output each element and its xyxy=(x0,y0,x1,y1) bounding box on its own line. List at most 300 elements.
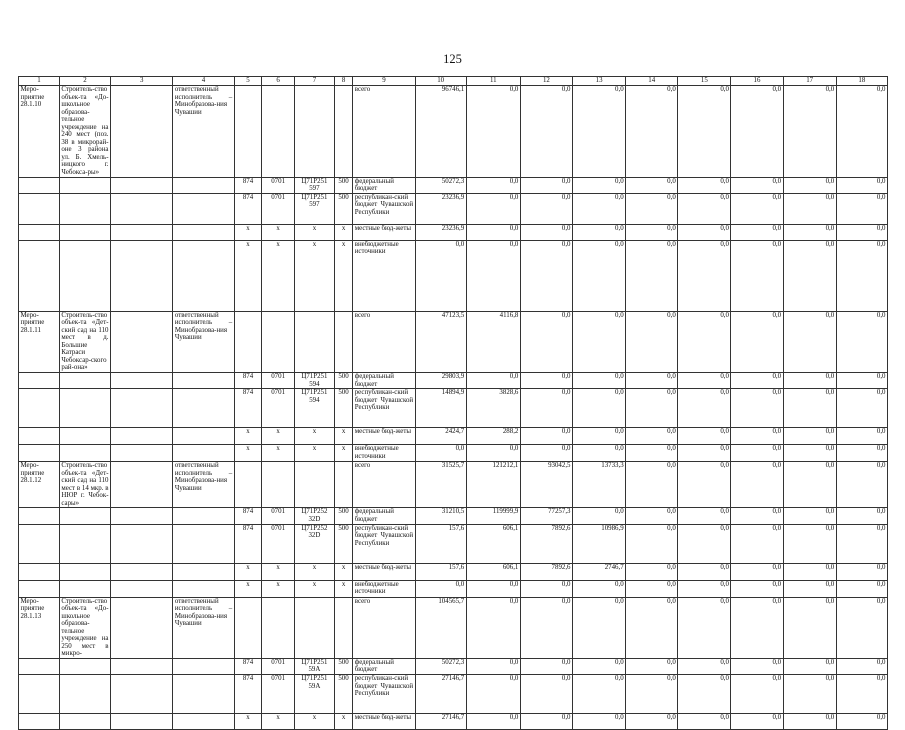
value-cell: 0,0 xyxy=(520,373,572,389)
value-cell: 0,0 xyxy=(573,674,626,713)
value-cell: 157,6 xyxy=(415,524,466,563)
value-cell: 0,0 xyxy=(626,462,678,508)
value-cell: 4116,8 xyxy=(466,311,520,372)
value-cell: 0,0 xyxy=(678,86,731,178)
table-row xyxy=(19,86,888,178)
grbs-code-cell: х xyxy=(234,224,262,240)
value-cell: 0,0 xyxy=(783,445,836,462)
executor-cell xyxy=(173,713,234,729)
value-cell: 0,0 xyxy=(836,580,887,597)
value-cell: 0,0 xyxy=(626,193,678,224)
table-row xyxy=(19,373,888,389)
expense-type-cell: 500 xyxy=(334,193,352,224)
value-cell: 0,0 xyxy=(466,674,520,713)
target-article-cell: х xyxy=(294,224,334,240)
empty-cell xyxy=(111,193,173,224)
event-name-cell xyxy=(19,428,60,445)
value-cell: 7892,6 xyxy=(520,563,572,580)
event-name-cell xyxy=(19,240,60,311)
value-cell: 0,0 xyxy=(520,240,572,311)
value-cell: 0,0 xyxy=(731,193,783,224)
value-cell: 0,0 xyxy=(836,658,887,674)
grbs-code-cell: 874 xyxy=(234,508,262,524)
value-cell: 0,0 xyxy=(520,224,572,240)
funding-source-cell: внебюджетные источники xyxy=(353,580,415,597)
value-cell: 0,0 xyxy=(626,563,678,580)
funding-source-cell: республикан-ский бюджет Чувашской Республики xyxy=(353,193,415,224)
column-header: 3 xyxy=(111,77,173,86)
empty-cell xyxy=(111,311,173,372)
object-name-cell xyxy=(59,389,110,428)
table-row xyxy=(19,389,888,428)
value-cell: 7892,6 xyxy=(520,524,572,563)
value-cell: 157,6 xyxy=(415,563,466,580)
grbs-code-cell xyxy=(234,86,262,178)
value-cell: 0,0 xyxy=(836,563,887,580)
value-cell: 0,0 xyxy=(626,597,678,658)
value-cell: 0,0 xyxy=(783,177,836,193)
value-cell: 0,0 xyxy=(573,445,626,462)
event-name-cell xyxy=(19,373,60,389)
grbs-code-cell: х xyxy=(234,445,262,462)
object-name-cell: Строитель-ство объек-та «Дет-ский сад на 110 мест в д. Большие Катраси Чебоксар-ского рай-она» xyxy=(61,311,109,372)
value-cell: 0,0 xyxy=(466,373,520,389)
section-code-cell: х xyxy=(262,713,295,729)
value-cell: 0,0 xyxy=(731,311,783,372)
value-cell: 0,0 xyxy=(836,240,887,311)
section-code-cell: 0701 xyxy=(262,508,295,524)
value-cell: 0,0 xyxy=(626,445,678,462)
object-name-cell xyxy=(59,674,110,713)
value-cell: 0,0 xyxy=(415,240,466,311)
value-cell: 0,0 xyxy=(573,311,626,372)
executor-cell xyxy=(173,373,234,389)
executor-cell xyxy=(173,445,234,462)
value-cell: 288,2 xyxy=(466,428,520,445)
column-header: 13 xyxy=(573,77,626,86)
value-cell: 119999,9 xyxy=(466,508,520,524)
table-row xyxy=(19,674,888,713)
event-name-cell: Меро-приятие 28.1.11 xyxy=(19,311,60,372)
value-cell: 0,0 xyxy=(678,563,731,580)
value-cell: 0,0 xyxy=(836,389,887,428)
expense-type-cell: х xyxy=(334,428,352,445)
value-cell: 0,0 xyxy=(678,462,731,508)
value-cell: 0,0 xyxy=(731,713,783,729)
value-cell: 0,0 xyxy=(573,373,626,389)
section-code-cell: 0701 xyxy=(262,389,295,428)
funding-source-cell: республикан-ский бюджет Чувашской Республики xyxy=(353,524,415,563)
expense-type-cell: х xyxy=(334,445,352,462)
expense-type-cell: х xyxy=(334,563,352,580)
target-article-cell: х xyxy=(294,713,334,729)
section-code-cell xyxy=(262,86,295,178)
value-cell: 0,0 xyxy=(836,508,887,524)
value-cell: 0,0 xyxy=(626,508,678,524)
section-code-cell: 0701 xyxy=(262,674,295,713)
value-cell: 0,0 xyxy=(731,658,783,674)
value-cell: 23236,9 xyxy=(415,193,466,224)
empty-cell xyxy=(111,713,173,729)
value-cell: 0,0 xyxy=(573,224,626,240)
grbs-code-cell: х xyxy=(234,428,262,445)
value-cell: 0,0 xyxy=(731,563,783,580)
value-cell: 50272,3 xyxy=(415,658,466,674)
value-cell: 0,0 xyxy=(466,193,520,224)
grbs-code-cell: 874 xyxy=(234,177,262,193)
object-name-cell: Строитель-ство объек-та «До-школьное образова-тельное учреждение на 240 мест (поз. 38 в микрорай-оне 3 района ул. Б. Хмель-ницкого г. Чебокса-ры» xyxy=(61,86,109,177)
executor-cell: ответственный исполнитель – Минобразова-ния Чувашии xyxy=(173,86,234,178)
value-cell: 0,0 xyxy=(626,311,678,372)
target-article-cell: х xyxy=(294,445,334,462)
grbs-code-cell: х xyxy=(234,580,262,597)
value-cell: 0,0 xyxy=(836,524,887,563)
target-article-cell xyxy=(294,462,334,508)
value-cell: 0,0 xyxy=(731,580,783,597)
column-header: 9 xyxy=(353,77,415,86)
funding-source-cell: внебюджетные источники xyxy=(353,240,415,311)
object-name-cell xyxy=(59,240,110,311)
event-name-cell xyxy=(19,508,60,524)
column-header: 15 xyxy=(678,77,731,86)
value-cell: 0,0 xyxy=(783,508,836,524)
section-code-cell xyxy=(262,462,295,508)
value-cell: 13733,3 xyxy=(573,462,626,508)
object-name-cell xyxy=(59,563,110,580)
value-cell: 0,0 xyxy=(731,524,783,563)
value-cell: 0,0 xyxy=(836,674,887,713)
object-name-cell xyxy=(59,713,110,729)
value-cell: 0,0 xyxy=(520,445,572,462)
empty-cell xyxy=(111,240,173,311)
executor-cell xyxy=(173,224,234,240)
grbs-code-cell: х xyxy=(234,713,262,729)
value-cell: 0,0 xyxy=(731,674,783,713)
executor-cell xyxy=(173,580,234,597)
value-cell: 0,0 xyxy=(783,224,836,240)
value-cell: 0,0 xyxy=(626,658,678,674)
event-name-cell xyxy=(19,658,60,674)
value-cell: 0,0 xyxy=(466,713,520,729)
grbs-code-cell: 874 xyxy=(234,389,262,428)
value-cell: 0,0 xyxy=(731,224,783,240)
table-row xyxy=(19,524,888,563)
value-cell: 0,0 xyxy=(573,597,626,658)
value-cell: 0,0 xyxy=(678,713,731,729)
value-cell: 0,0 xyxy=(836,177,887,193)
table-row xyxy=(19,240,888,311)
value-cell: 0,0 xyxy=(520,428,572,445)
table-row xyxy=(19,462,888,508)
value-cell: 0,0 xyxy=(466,177,520,193)
value-cell: 2746,7 xyxy=(573,563,626,580)
object-name-cell: Строитель-ство объек-та «До-школьное образова-тельное учреждение на 250 мест в микро- xyxy=(61,597,109,658)
executor-cell xyxy=(173,428,234,445)
value-cell: 0,0 xyxy=(731,373,783,389)
expense-type-cell: 500 xyxy=(334,674,352,713)
grbs-code-cell: х xyxy=(234,240,262,311)
section-code-cell: х xyxy=(262,240,295,311)
value-cell: 0,0 xyxy=(731,428,783,445)
value-cell: 0,0 xyxy=(783,713,836,729)
empty-cell xyxy=(111,177,173,193)
table-row xyxy=(19,193,888,224)
grbs-code-cell: х xyxy=(234,563,262,580)
event-name-cell xyxy=(19,224,60,240)
event-name-cell xyxy=(19,445,60,462)
event-name-cell xyxy=(19,674,60,713)
value-cell: 3828,6 xyxy=(466,389,520,428)
target-article-cell: Ц71Р251 594 xyxy=(294,373,334,389)
object-name-cell xyxy=(59,508,110,524)
value-cell: 93042,5 xyxy=(520,462,572,508)
value-cell: 0,0 xyxy=(573,580,626,597)
value-cell: 0,0 xyxy=(678,224,731,240)
value-cell: 0,0 xyxy=(783,428,836,445)
value-cell: 2424,7 xyxy=(415,428,466,445)
executor-cell xyxy=(173,193,234,224)
grbs-code-cell xyxy=(234,462,262,508)
grbs-code-cell: 874 xyxy=(234,193,262,224)
value-cell: 27146,7 xyxy=(415,713,466,729)
column-header: 4 xyxy=(173,77,234,86)
column-header: 1 xyxy=(19,77,60,86)
value-cell: 0,0 xyxy=(520,86,572,178)
funding-source-cell: всего xyxy=(353,86,415,178)
value-cell: 0,0 xyxy=(520,597,572,658)
value-cell: 29803,9 xyxy=(415,373,466,389)
value-cell: 0,0 xyxy=(520,193,572,224)
section-code-cell: х xyxy=(262,224,295,240)
empty-cell xyxy=(111,389,173,428)
value-cell: 0,0 xyxy=(836,86,887,178)
funding-source-cell: всего xyxy=(353,462,415,508)
expense-type-cell xyxy=(334,86,352,178)
value-cell: 0,0 xyxy=(731,177,783,193)
object-name-cell xyxy=(59,580,110,597)
value-cell: 0,0 xyxy=(626,713,678,729)
value-cell: 0,0 xyxy=(626,86,678,178)
value-cell: 0,0 xyxy=(678,658,731,674)
value-cell: 0,0 xyxy=(836,445,887,462)
funding-source-cell: внебюджетные источники xyxy=(353,445,415,462)
value-cell: 0,0 xyxy=(836,713,887,729)
value-cell: 0,0 xyxy=(466,580,520,597)
object-name-cell xyxy=(59,445,110,462)
executor-cell xyxy=(173,240,234,311)
empty-cell xyxy=(111,674,173,713)
value-cell: 0,0 xyxy=(626,240,678,311)
target-article-cell: Ц71Р252 32D xyxy=(294,508,334,524)
value-cell: 96746,1 xyxy=(415,86,466,178)
value-cell: 0,0 xyxy=(836,373,887,389)
target-article-cell: х xyxy=(294,563,334,580)
column-header: 10 xyxy=(415,77,466,86)
expense-type-cell: х xyxy=(334,713,352,729)
table-row xyxy=(19,177,888,193)
executor-cell xyxy=(173,658,234,674)
executor-cell xyxy=(173,177,234,193)
value-cell: 0,0 xyxy=(626,674,678,713)
value-cell: 0,0 xyxy=(466,86,520,178)
event-name-cell xyxy=(19,193,60,224)
value-cell: 0,0 xyxy=(466,658,520,674)
value-cell: 0,0 xyxy=(626,177,678,193)
table-row xyxy=(19,713,888,729)
target-article-cell: Ц71Р251 59А xyxy=(294,674,334,713)
section-code-cell: х xyxy=(262,563,295,580)
value-cell: 0,0 xyxy=(520,713,572,729)
value-cell: 0,0 xyxy=(678,373,731,389)
value-cell: 0,0 xyxy=(466,224,520,240)
value-cell: 0,0 xyxy=(678,580,731,597)
value-cell: 0,0 xyxy=(783,462,836,508)
grbs-code-cell: 874 xyxy=(234,524,262,563)
section-code-cell: 0701 xyxy=(262,524,295,563)
column-header: 18 xyxy=(836,77,887,86)
expense-type-cell xyxy=(334,462,352,508)
value-cell: 0,0 xyxy=(783,580,836,597)
empty-cell xyxy=(111,462,173,508)
value-cell: 0,0 xyxy=(573,177,626,193)
value-cell: 0,0 xyxy=(836,311,887,372)
object-name-cell xyxy=(59,658,110,674)
value-cell: 0,0 xyxy=(626,373,678,389)
empty-cell xyxy=(111,373,173,389)
value-cell: 0,0 xyxy=(836,597,887,658)
value-cell: 0,0 xyxy=(783,524,836,563)
table-row xyxy=(19,508,888,524)
executor-cell xyxy=(173,563,234,580)
target-article-cell: Ц71Р251 594 xyxy=(294,389,334,428)
value-cell: 0,0 xyxy=(678,597,731,658)
value-cell: 0,0 xyxy=(626,428,678,445)
value-cell: 0,0 xyxy=(678,674,731,713)
value-cell: 0,0 xyxy=(520,658,572,674)
column-header: 2 xyxy=(59,77,110,86)
target-article-cell: Ц71Р251 59А xyxy=(294,658,334,674)
value-cell: 0,0 xyxy=(573,713,626,729)
expense-type-cell: х xyxy=(334,580,352,597)
value-cell: 0,0 xyxy=(783,563,836,580)
section-code-cell: х xyxy=(262,428,295,445)
event-name-cell xyxy=(19,713,60,729)
value-cell: 10986,9 xyxy=(573,524,626,563)
event-name-cell: Меро-приятие 28.1.13 xyxy=(19,597,60,658)
value-cell: 0,0 xyxy=(520,177,572,193)
section-code-cell: 0701 xyxy=(262,177,295,193)
table-row xyxy=(19,563,888,580)
target-article-cell xyxy=(294,311,334,372)
empty-cell xyxy=(111,224,173,240)
column-header: 5 xyxy=(234,77,262,86)
empty-cell xyxy=(111,580,173,597)
expense-type-cell: 500 xyxy=(334,524,352,563)
value-cell: 0,0 xyxy=(731,86,783,178)
value-cell: 50272,3 xyxy=(415,177,466,193)
value-cell: 0,0 xyxy=(783,86,836,178)
empty-cell xyxy=(111,563,173,580)
column-header: 8 xyxy=(334,77,352,86)
grbs-code-cell xyxy=(234,311,262,372)
value-cell: 0,0 xyxy=(731,240,783,311)
grbs-code-cell: 874 xyxy=(234,658,262,674)
empty-cell xyxy=(111,508,173,524)
executor-cell: ответственный исполнитель – Минобразова-ния Чувашии xyxy=(173,462,234,508)
value-cell: 0,0 xyxy=(466,445,520,462)
empty-cell xyxy=(111,428,173,445)
object-name-cell xyxy=(59,193,110,224)
table-row xyxy=(19,445,888,462)
object-name-cell xyxy=(59,524,110,563)
column-header: 17 xyxy=(783,77,836,86)
value-cell: 31210,5 xyxy=(415,508,466,524)
expense-type-cell xyxy=(334,597,352,658)
value-cell: 0,0 xyxy=(573,428,626,445)
target-article-cell xyxy=(294,597,334,658)
event-name-cell xyxy=(19,389,60,428)
funding-source-cell: местные бюд-жеты xyxy=(353,713,415,729)
funding-source-cell: всего xyxy=(353,311,415,372)
value-cell: 0,0 xyxy=(626,524,678,563)
section-code-cell: 0701 xyxy=(262,193,295,224)
value-cell: 0,0 xyxy=(678,311,731,372)
value-cell: 0,0 xyxy=(626,224,678,240)
value-cell: 0,0 xyxy=(783,373,836,389)
expense-type-cell: 500 xyxy=(334,389,352,428)
value-cell: 606,1 xyxy=(466,524,520,563)
target-article-cell: х xyxy=(294,580,334,597)
column-header: 7 xyxy=(294,77,334,86)
column-header: 6 xyxy=(262,77,295,86)
value-cell: 0,0 xyxy=(836,462,887,508)
funding-source-cell: местные бюд-жеты xyxy=(353,428,415,445)
column-header: 11 xyxy=(466,77,520,86)
empty-cell xyxy=(111,86,173,178)
grbs-code-cell: 874 xyxy=(234,674,262,713)
column-header: 14 xyxy=(626,77,678,86)
expense-type-cell: 500 xyxy=(334,373,352,389)
target-article-cell: Ц71Р251 597 xyxy=(294,193,334,224)
value-cell: 0,0 xyxy=(573,508,626,524)
executor-cell: ответственный исполнитель – Минобразова-ния Чувашии xyxy=(173,311,234,372)
section-code-cell: х xyxy=(262,580,295,597)
grbs-code-cell: 874 xyxy=(234,373,262,389)
budget-table xyxy=(18,76,888,730)
value-cell: 0,0 xyxy=(678,508,731,524)
funding-source-cell: местные бюд-жеты xyxy=(353,563,415,580)
target-article-cell xyxy=(294,86,334,178)
executor-cell xyxy=(173,508,234,524)
value-cell: 0,0 xyxy=(520,389,572,428)
event-name-cell xyxy=(19,524,60,563)
value-cell: 0,0 xyxy=(678,240,731,311)
value-cell: 0,0 xyxy=(520,580,572,597)
page-number: 125 xyxy=(443,52,462,66)
value-cell: 77257,3 xyxy=(520,508,572,524)
value-cell: 0,0 xyxy=(731,462,783,508)
value-cell: 0,0 xyxy=(783,658,836,674)
event-name-cell xyxy=(19,580,60,597)
grbs-code-cell xyxy=(234,597,262,658)
value-cell: 0,0 xyxy=(466,597,520,658)
object-name-cell xyxy=(59,373,110,389)
value-cell: 0,0 xyxy=(678,177,731,193)
funding-source-cell: местные бюд-жеты xyxy=(353,224,415,240)
section-code-cell: 0701 xyxy=(262,373,295,389)
value-cell: 0,0 xyxy=(783,597,836,658)
funding-source-cell: республикан-ский бюджет Чувашской Республики xyxy=(353,389,415,428)
